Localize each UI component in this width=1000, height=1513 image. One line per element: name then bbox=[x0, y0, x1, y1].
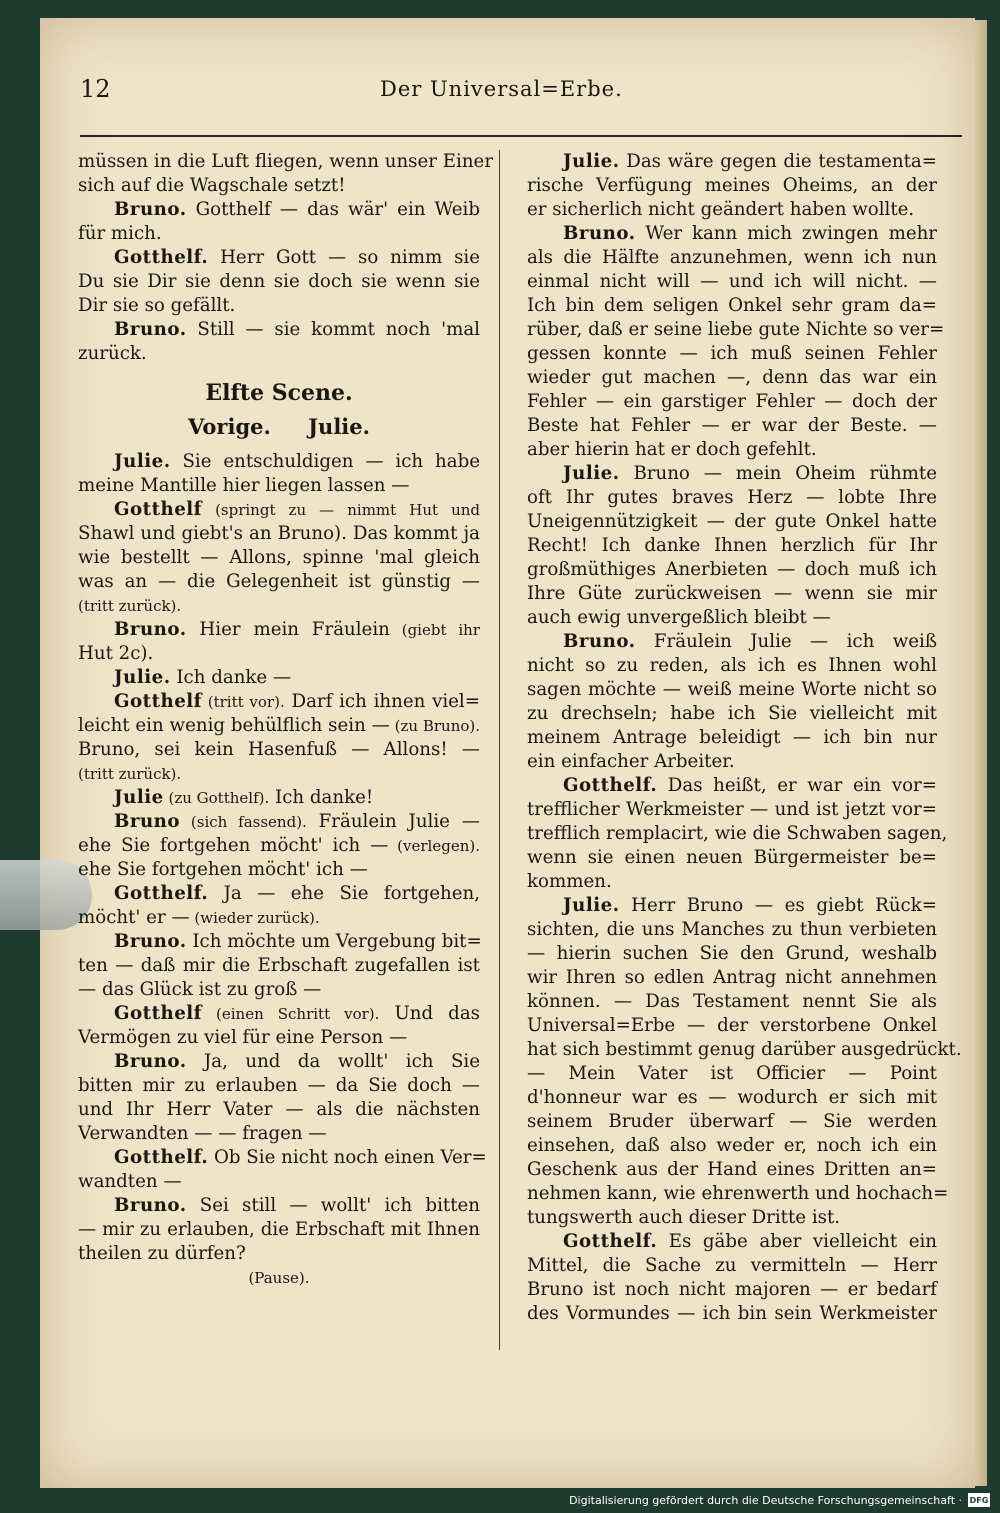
line-text: Hier mein Fräulein bbox=[186, 619, 390, 640]
stage-direction: (zu Bruno). bbox=[389, 717, 481, 735]
text-line bbox=[78, 666, 480, 690]
text-line bbox=[78, 318, 480, 342]
line-text: Hut 2c). bbox=[78, 643, 154, 664]
line-text: für mich. bbox=[78, 223, 162, 244]
line-text: können. — Das Testament nennt Sie als bbox=[527, 991, 937, 1012]
line-text: einmal nicht will — und ich will nicht. — bbox=[527, 271, 937, 292]
text-line bbox=[78, 786, 480, 810]
text-line bbox=[78, 594, 480, 618]
text-line bbox=[78, 906, 480, 930]
line-text: wir Ihren so edlen Antrag nicht annehmen bbox=[527, 967, 937, 988]
line-text: Ja, und da wollt' ich Sie bbox=[186, 1051, 480, 1072]
line-text: des Vormundes — ich bin sein Werkmeister bbox=[527, 1303, 937, 1324]
text-line bbox=[527, 774, 937, 798]
page-edge bbox=[975, 20, 987, 1486]
text-line bbox=[527, 846, 937, 870]
text-line bbox=[527, 1158, 937, 1182]
line-text: zurück. bbox=[78, 343, 147, 364]
page-number: 12 bbox=[80, 75, 111, 103]
speaker-name: Bruno. bbox=[114, 931, 187, 952]
line-text: auch ewig unvergeßlich bleibt — bbox=[527, 607, 831, 628]
line-text: und Ihr Herr Vater — als die nächsten bbox=[78, 1099, 480, 1120]
line-text: tungswerth auch dieser Dritte ist. bbox=[527, 1207, 841, 1228]
line-text: Das heißt, er war ein vor= bbox=[657, 775, 937, 796]
text-line bbox=[527, 582, 937, 606]
line-text: Das wäre gegen die testamenta= bbox=[619, 151, 937, 172]
line-text: trefflicher Werkmeister — und ist jetzt vor= bbox=[527, 799, 937, 820]
line-text: wandten — bbox=[78, 1171, 182, 1192]
speaker-name: Bruno bbox=[114, 811, 181, 832]
line-text: trefflich remplacirt, wie die Schwaben sagen, bbox=[527, 823, 948, 844]
speaker-name: Julie. bbox=[563, 463, 620, 484]
text-line bbox=[527, 294, 937, 318]
line-text: bitten mir zu erlauben — da Sie doch — bbox=[78, 1075, 480, 1096]
text-line bbox=[78, 1170, 480, 1194]
line-text: oft Ihr gutes braves Herz — lobte Ihre bbox=[527, 487, 937, 508]
text-line bbox=[527, 990, 937, 1014]
line-text: müssen in die Luft fliegen, wenn unser Einer bbox=[78, 151, 494, 172]
text-line bbox=[527, 1038, 962, 1062]
stage-direction: (einen Schritt vor). bbox=[202, 1005, 380, 1023]
speaker-name: Julie. bbox=[563, 895, 620, 916]
text-line bbox=[78, 1074, 480, 1098]
left-column bbox=[78, 150, 494, 1290]
text-line bbox=[527, 894, 937, 918]
line-text: Und das bbox=[379, 1003, 480, 1024]
line-text: Darf ich ihnen viel= bbox=[284, 691, 480, 712]
line-text: Verwandten — — fragen — bbox=[78, 1123, 327, 1144]
text-line bbox=[527, 198, 937, 222]
line-text: ten — daß mir die Erbschaft zugefallen ist bbox=[78, 955, 480, 976]
text-line bbox=[78, 690, 480, 714]
line-text: Still — sie kommt noch 'mal bbox=[186, 319, 480, 340]
text-line bbox=[527, 1062, 937, 1086]
text-line bbox=[527, 1278, 937, 1302]
text-line bbox=[78, 738, 480, 762]
text-line bbox=[527, 1134, 937, 1158]
speaker-name: Gotthelf bbox=[114, 1003, 202, 1024]
text-line bbox=[78, 858, 480, 882]
text-line bbox=[527, 1014, 937, 1038]
text-line bbox=[527, 342, 937, 366]
line-text: rüber, daß er seine liebe gute Nichte so ver= bbox=[527, 319, 945, 340]
line-text: Mittel, die Sache zu vermitteln — Herr bbox=[527, 1255, 937, 1276]
text-line bbox=[78, 246, 480, 270]
speaker-name: Bruno. bbox=[114, 1051, 187, 1072]
line-text: meinem Antrage beleidigt — ich bin nur bbox=[527, 727, 937, 748]
speaker-name: Gotthelf bbox=[114, 691, 202, 712]
speaker-name: Gotthelf bbox=[114, 499, 202, 520]
header-rule bbox=[80, 135, 962, 137]
text-line bbox=[527, 654, 937, 678]
line-text: Sie entschuldigen — ich habe bbox=[170, 451, 480, 472]
text-line bbox=[78, 1122, 480, 1146]
text-line bbox=[527, 462, 937, 486]
text-line bbox=[78, 1242, 480, 1266]
scene-title: Elfte Scene. bbox=[205, 380, 353, 406]
line-text: Ob Sie nicht noch einen Ver= bbox=[208, 1147, 487, 1168]
text-line bbox=[527, 1254, 937, 1278]
line-text: Ihre Güte zurückweisen — wenn sie mir bbox=[527, 583, 937, 604]
line-text: Bruno, sei kein Hasenfuß — Allons! — bbox=[78, 739, 480, 760]
stage-direction: (giebt ihr bbox=[389, 621, 480, 639]
line-text: Fräulein Julie — bbox=[306, 811, 480, 832]
text-line bbox=[78, 222, 480, 246]
text-line bbox=[527, 750, 937, 774]
line-text: nicht so zu reden, als ich es Ihnen wohl bbox=[527, 655, 937, 676]
line-text: Ich danke! bbox=[269, 787, 374, 808]
text-line bbox=[78, 1026, 480, 1050]
text-line bbox=[78, 522, 480, 546]
line-text: hat sich bestimmt genug darüber ausgedrückt. bbox=[527, 1039, 962, 1060]
text-line bbox=[78, 978, 480, 1002]
text-line bbox=[78, 714, 480, 738]
text-line bbox=[78, 1218, 480, 1242]
text-line bbox=[78, 198, 480, 222]
line-text: wenn sie einen neuen Bürgermeister be= bbox=[527, 847, 937, 868]
stage-direction: (springt zu — nimmt Hut und bbox=[202, 501, 480, 519]
line-text: wieder gut machen —, denn das war ein bbox=[527, 367, 937, 388]
scene-persons: Vorige. Julie. bbox=[188, 414, 370, 439]
text-line bbox=[78, 834, 480, 858]
line-text: Ja — ehe Sie fortgehen, bbox=[208, 883, 480, 904]
stage-direction: (zu Gotthelf). bbox=[163, 789, 270, 807]
text-line bbox=[527, 1302, 937, 1326]
line-text: Vermögen zu viel für eine Person — bbox=[78, 1027, 408, 1048]
line-text: Du sie Dir sie denn sie doch sie wenn sie bbox=[78, 271, 480, 292]
text-line bbox=[78, 450, 480, 474]
stage-direction: (tritt zurück). bbox=[78, 597, 182, 615]
text-line bbox=[78, 546, 480, 570]
text-line bbox=[527, 510, 937, 534]
line-text: Beste hat Fehler — er war der Beste. — bbox=[527, 415, 937, 436]
text-line bbox=[527, 414, 937, 438]
page-header bbox=[80, 75, 962, 115]
text-line bbox=[78, 882, 480, 906]
speaker-name: Gotthelf. bbox=[563, 1231, 658, 1252]
line-text: d'honneur war es — wodurch er sich mit bbox=[527, 1087, 937, 1108]
line-text: — das Glück ist zu groß — bbox=[78, 979, 322, 1000]
line-text: Sei still — wollt' ich bitten bbox=[186, 1195, 480, 1216]
line-text: rische Verfügung meines Oheims, an der bbox=[527, 175, 937, 196]
text-line bbox=[78, 954, 480, 978]
text-line bbox=[527, 150, 937, 174]
line-text: Universal=Erbe — der verstorbene Onkel bbox=[527, 1015, 937, 1036]
text-line bbox=[527, 222, 937, 246]
footer bbox=[569, 1489, 990, 1511]
text-line bbox=[527, 1086, 937, 1110]
line-text: ehe Sie fortgehen möcht' ich — bbox=[78, 835, 389, 856]
line-text: — hierin suchen Sie den Grund, weshalb bbox=[527, 943, 937, 964]
text-line bbox=[527, 678, 937, 702]
text-line bbox=[527, 870, 937, 894]
line-text: Ich danke — bbox=[170, 667, 292, 688]
speaker-name: Bruno. bbox=[114, 319, 187, 340]
speaker-name: Gotthelf. bbox=[114, 883, 209, 904]
text-line bbox=[78, 762, 480, 786]
line-text: meine Mantille hier liegen lassen — bbox=[78, 475, 410, 496]
text-line bbox=[78, 1098, 480, 1122]
stage-direction: (tritt vor). bbox=[202, 693, 285, 711]
text-line bbox=[78, 342, 480, 366]
text-line bbox=[527, 1206, 937, 1230]
speaker-name: Bruno. bbox=[114, 1195, 187, 1216]
line-text: Geschenk aus der Hand eines Dritten an= bbox=[527, 1159, 937, 1180]
dfg-logo: DFG bbox=[968, 1493, 990, 1507]
text-line bbox=[527, 174, 937, 198]
line-text: sagen möchte — weiß meine Worte nicht so bbox=[527, 679, 937, 700]
line-text: Bruno ist noch nicht majoren — er bedarf bbox=[527, 1279, 937, 1300]
text-line bbox=[527, 918, 937, 942]
line-text: leicht ein wenig behülflich sein — bbox=[78, 715, 390, 736]
speaker-name: Gotthelf. bbox=[114, 1147, 209, 1168]
stage-direction: (wieder zurück). bbox=[189, 909, 320, 927]
text-line bbox=[78, 150, 494, 174]
line-text: Herr Gott — so nimm sie bbox=[208, 247, 480, 268]
text-line bbox=[527, 822, 948, 846]
line-text: was an — die Gelegenheit ist günstig — bbox=[78, 571, 480, 592]
text-line bbox=[527, 534, 937, 558]
text-line bbox=[527, 702, 937, 726]
speaker-name: Julie. bbox=[114, 667, 171, 688]
footer-credit: Digitalisierung gefördert durch die Deutsche Forschungsgemeinschaft · bbox=[569, 1493, 962, 1507]
text-line bbox=[78, 1002, 480, 1026]
text-line bbox=[527, 606, 937, 630]
line-text: — mir zu erlauben, die Erbschaft mit Ihnen bbox=[78, 1219, 480, 1240]
line-text: theilen zu dürfen? bbox=[78, 1243, 246, 1264]
line-text: Ich möchte um Vergebung bit= bbox=[186, 931, 482, 952]
line-text: Gotthelf — das wär' ein Weib bbox=[186, 199, 480, 220]
line-text: wie bestellt — Allons, spinne 'mal gleich bbox=[78, 547, 480, 568]
text-line bbox=[527, 1110, 937, 1134]
text-line bbox=[527, 558, 937, 582]
text-line bbox=[78, 930, 480, 954]
text-line bbox=[78, 618, 480, 642]
text-line bbox=[78, 294, 480, 318]
text-line bbox=[527, 966, 937, 990]
stage-direction: (Pause). bbox=[248, 1269, 310, 1287]
text-line bbox=[527, 486, 937, 510]
text-line bbox=[527, 366, 937, 390]
text-line bbox=[78, 270, 480, 294]
line-text: großmüthiges Anerbieten — doch muß ich bbox=[527, 559, 937, 580]
text-line bbox=[78, 810, 480, 834]
speaker-name: Bruno. bbox=[114, 199, 187, 220]
line-text: Fehler — ein garstiger Fehler — doch der bbox=[527, 391, 937, 412]
line-text: einsehen, daß also weder er, noch ich ein bbox=[527, 1135, 937, 1156]
speaker-name: Gotthelf. bbox=[563, 775, 658, 796]
text-line bbox=[78, 474, 480, 498]
speaker-name: Bruno. bbox=[563, 223, 636, 244]
line-text: er sicherlich nicht geändert haben wollte. bbox=[527, 199, 915, 220]
line-text: — Mein Vater ist Officier — Point bbox=[527, 1063, 937, 1084]
text-line bbox=[527, 1230, 937, 1254]
stage-direction: (tritt zurück). bbox=[78, 765, 182, 783]
text-line bbox=[527, 390, 937, 414]
line-text: Es gäbe aber vielleicht ein bbox=[657, 1231, 937, 1252]
speaker-name: Julie. bbox=[563, 151, 620, 172]
line-text: Fräulein Julie — ich weiß bbox=[635, 631, 937, 652]
line-text: möcht' er — bbox=[78, 907, 190, 928]
line-text: Shawl und giebt's an Bruno). Das kommt ja bbox=[78, 523, 480, 544]
text-line bbox=[78, 570, 480, 594]
speaker-name: Julie bbox=[114, 787, 164, 808]
column-divider bbox=[499, 150, 500, 1350]
text-line bbox=[78, 1146, 487, 1170]
text-line bbox=[527, 318, 945, 342]
line-text: seinem Bruder überwarf — Sie werden bbox=[527, 1111, 937, 1132]
line-text: kommen. bbox=[527, 871, 612, 892]
text-line bbox=[78, 174, 480, 198]
text-line bbox=[527, 630, 937, 654]
text-line bbox=[527, 246, 937, 270]
speaker-name: Julie. bbox=[114, 451, 171, 472]
text-line bbox=[78, 498, 480, 522]
stage-direction: (verlegen). bbox=[388, 837, 480, 855]
line-text: zu drechseln; habe ich Sie vielleicht mit bbox=[527, 703, 937, 724]
line-text: Herr Bruno — es giebt Rück= bbox=[619, 895, 937, 916]
line-text: Uneigennützigkeit — der gute Onkel hatte bbox=[527, 511, 937, 532]
text-line bbox=[78, 1050, 480, 1074]
text-line bbox=[527, 438, 937, 462]
line-text: Recht! Ich danke Ihnen herzlich für Ihr bbox=[527, 535, 937, 556]
speaker-name: Gotthelf. bbox=[114, 247, 209, 268]
speaker-name: Bruno. bbox=[563, 631, 636, 652]
text-line bbox=[527, 1182, 949, 1206]
text-line bbox=[527, 942, 937, 966]
line-text: Dir sie so gefällt. bbox=[78, 295, 236, 316]
stage-direction: (sich fassend). bbox=[180, 813, 307, 831]
line-text: ehe Sie fortgehen möcht' ich — bbox=[78, 859, 368, 880]
line-text: ein einfacher Arbeiter. bbox=[527, 751, 735, 772]
line-text: als die Hälfte anzunehmen, wenn ich nun bbox=[527, 247, 937, 268]
line-text: sich auf die Wagschale setzt! bbox=[78, 175, 346, 196]
line-text: Ich bin dem seligen Onkel sehr gram da= bbox=[527, 295, 937, 316]
text-line bbox=[527, 798, 937, 822]
running-title: Der Universal=Erbe. bbox=[380, 77, 623, 101]
text-line bbox=[78, 1266, 480, 1290]
right-column bbox=[527, 150, 962, 1326]
line-text: Wer kann mich zwingen mehr bbox=[635, 223, 937, 244]
line-text: aber hierin hat er doch gefehlt. bbox=[527, 439, 817, 460]
text-line bbox=[78, 1194, 480, 1218]
speaker-name: Bruno. bbox=[114, 619, 187, 640]
text-line bbox=[527, 270, 937, 294]
text-line bbox=[527, 726, 937, 750]
line-text: gessen konnte — ich muß seinen Fehler bbox=[527, 343, 937, 364]
line-text: sichten, die uns Manches zu thun verbieten bbox=[527, 919, 937, 940]
line-text: Bruno — mein Oheim rühmte bbox=[619, 463, 937, 484]
line-text: nehmen kann, wie ehrenwerth und hochach= bbox=[527, 1183, 949, 1204]
text-line bbox=[78, 642, 480, 666]
